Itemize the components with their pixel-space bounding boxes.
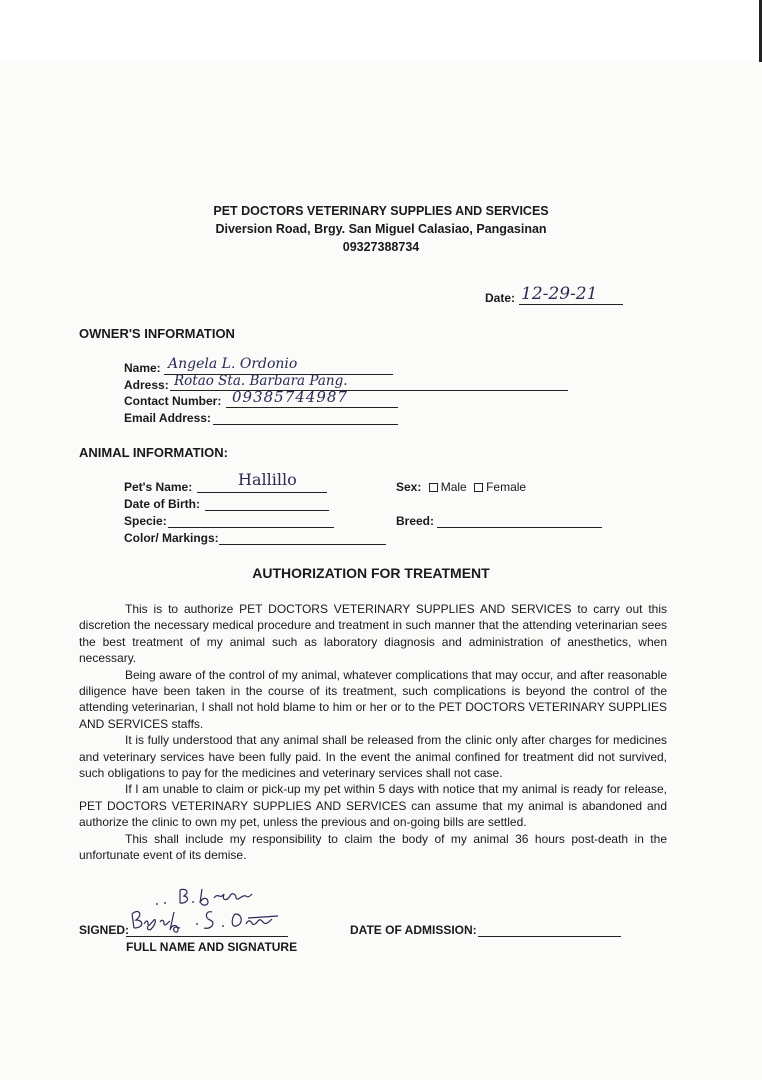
signed-label: SIGNED: — [79, 923, 130, 937]
date-label: Date: — [485, 291, 516, 305]
authorization-paragraph: If I am unable to claim or pick-up my pet within 5 days with notice that my animal is ready for release, PET DOCTORS VETERINARY SUPPLIES AND SERVICES can assume that my animal is abandoned and authorize the clinic to own my pet, unless the previous and on-going bills are settled. — [79, 782, 667, 830]
male-checkbox[interactable] — [429, 483, 438, 492]
owner-address-label: Adress: — [124, 378, 169, 392]
authorization-paragraph: This shall include my responsibility to claim the body of my animal 36 hours post-death in the unfortunate event of its demise. — [79, 831, 667, 863]
authorization-title: AUTHORIZATION FOR TREATMENT — [252, 565, 490, 581]
female-label: Female — [486, 480, 527, 494]
signature-line — [126, 936, 288, 937]
color-markings-line — [219, 544, 386, 545]
owner-address-line — [170, 390, 568, 391]
company-address: Diversion Road, Brgy. San Miguel Calasiao, Pangasinan — [215, 222, 547, 236]
color-markings-label: Color/ Markings: — [124, 531, 219, 545]
specie-label: Specie: — [124, 514, 167, 528]
sex-label: Sex: — [396, 480, 422, 494]
breed-line — [437, 527, 602, 528]
dob-label: Date of Birth: — [124, 497, 200, 511]
pet-name-label: Pet's Name: — [124, 480, 193, 494]
date-of-admission-label: DATE OF ADMISSION: — [350, 923, 477, 937]
date-line — [519, 304, 623, 305]
authorization-body — [79, 601, 667, 864]
owner-contact-line — [226, 407, 398, 408]
owner-contact-value: 09385744987 — [232, 388, 348, 406]
female-checkbox[interactable] — [474, 483, 483, 492]
date-value: 12-29-21 — [521, 284, 598, 304]
specie-line — [168, 527, 334, 528]
authorization-paragraph: Being aware of the control of my animal, whatever complications that may occur, and after reasonable diligence have been taken in the course of its treatment, such complications is beyond the control of the attending veterinarian, I shall not hold blame to him or her or to the PET DOCTORS VETERINARY SUPPLIES AND SERVICES staffs. — [79, 667, 667, 731]
owner-signature — [126, 904, 296, 938]
owner-email-line — [213, 424, 398, 425]
owner-name-value: Angela L. Ordonio — [168, 356, 298, 372]
pet-name-value: Hallillo — [238, 470, 297, 489]
owner-section-heading: OWNER'S INFORMATION — [79, 326, 235, 341]
owner-contact-label: Contact Number: — [124, 394, 222, 408]
sex-field — [396, 480, 526, 494]
date-of-admission-line — [478, 936, 621, 937]
dob-line — [205, 510, 329, 511]
authorization-paragraph: It is fully understood that any animal shall be released from the clinic only after charges for medicines and veterinary services have been fully paid. In the event the animal confined for treatment did not survived, such obligations to pay for the medicines and veterinary services shall not case. — [79, 733, 667, 781]
pet-name-line — [197, 492, 327, 493]
animal-section-heading: ANIMAL INFORMATION: — [79, 445, 228, 460]
owner-email-label: Email Address: — [124, 411, 211, 425]
owner-address-value: Rotao Sta. Barbara Pang. — [174, 373, 348, 389]
breed-label: Breed: — [396, 514, 435, 528]
male-label: Male — [440, 480, 467, 494]
company-phone: 09327388734 — [342, 240, 420, 254]
company-name: PET DOCTORS VETERINARY SUPPLIES AND SERVICES — [213, 204, 549, 218]
authorization-paragraph: This is to authorize PET DOCTORS VETERINARY SUPPLIES AND SERVICES to carry out this discretion the necessary medical procedure and treatment in such manner that the attending veterinarian sees the best treatment of my animal such as laboratory diagnosis and administration of anesthetics, when necessary. — [79, 602, 667, 666]
full-name-signature-label: FULL NAME AND SIGNATURE — [126, 940, 298, 954]
owner-name-label: Name: — [124, 361, 161, 375]
page-top-margin — [0, 0, 762, 60]
